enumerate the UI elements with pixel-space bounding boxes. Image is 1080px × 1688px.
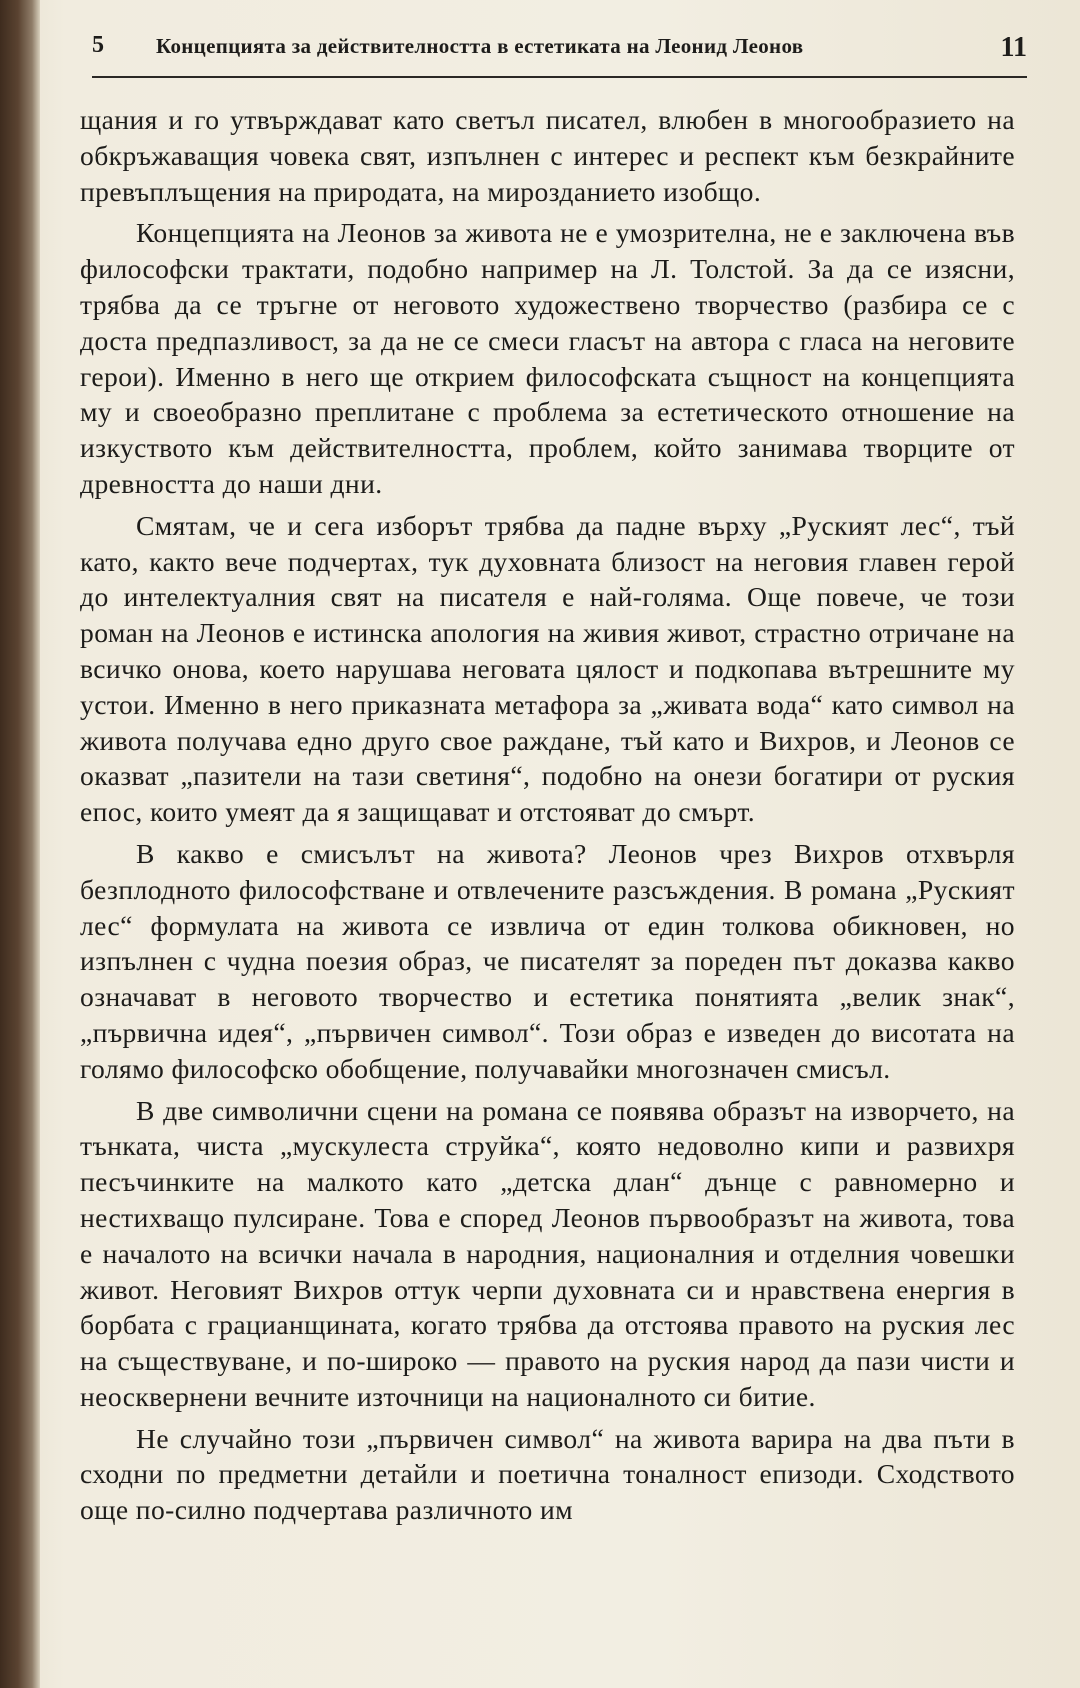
- page-number: 11: [1000, 32, 1027, 63]
- issue-number: 5: [92, 32, 104, 58]
- paragraph: щания и го утвърждават като светъл писател, влюбен в многообразието на обкръжаващия човека свят, изпълнен с интерес и респект към безкрайните превъплъщения на природата, на мирозданието изобщо.: [80, 104, 1015, 207]
- header-rule: [92, 76, 1027, 78]
- paragraph: Смятам, че и сега изборът трябва да падне върху „Руският лес“, тъй като, както вече подчертах, тук духовната близост на неговия главен герой до интелектуалния свят на писателя е най-голяма. Още повече, че този роман на Леонов е истинска апология на живия живот, страстно отричане на всичко онова, което нарушава неговата цялост и подкопава вътрешните му устои. Именно в него приказната метафора за „живата вода“ като символ на живота получава едно друго свое раждане, тъй като и Вихров, и Леонов се оказват „пазители на тази светиня“, подобно на онези богатири от руския епос, които умеят да я защищават и отстояват до смърт.: [80, 509, 1015, 828]
- book-binding-edge: [0, 0, 40, 1688]
- paragraph: В какво е смисълът на живота? Леонов чрез Вихров отхвърля безплодното философстване и отвлечените разсъждения. В романа „Руският лес“ формулата на живота се извлича от един толкова обикновен, но изпълнен с чудна поезия образ, че писателят за пореден път доказва какво означават в неговото творчество и естетика понятията „велик знак“, „първична идея“, „първичен символ“. Този образ е изведен до висотата на голямо философско обобщение, получавайки многозначен смисъл.: [80, 837, 1015, 1084]
- running-title: Концепцията за действителността в естетиката на Леонид Леонов: [156, 34, 804, 58]
- paragraph: Не случайно този „първичен символ“ на живота варира на два пъти в сходни по предметни детайли и поетична тоналност епизоди. Сходството още по-силно подчертава различното им: [80, 1422, 1015, 1526]
- body-text: [80, 102, 1015, 1534]
- paragraph: В две символични сцени на романа се появява образът на изворчето, на тънката, чиста „мускулеста струйка“, която недоволно кипи и развихря песъчинките на малкото като „детска длан“ дънце с равномерно и нестихващо пулсиране. Това е според Леонов първообразът на живота, това е началото на всички начала в народния, националния и отделния човешки живот. Неговият Вихров оттук черпи духовната си и нравствена енергия в борбата с грацианщината, когато трябва да отстоява правото на руския лес на съществуване, и по-широко — правото на руския народ да пази чисти и неосквернени вечните източници на националното си битие.: [80, 1094, 1015, 1412]
- running-header: [92, 28, 1027, 76]
- paragraph: Концепцията на Леонов за живота не е умозрителна, не е заключена във философски трактати, подобно например на Л. Толстой. За да се изясни, трябва да се тръгне от неговото художествено творчество (разбира се с доста предпазливост, за да не се смеси гласът на автора с гласа на неговите герои). Именно в него ще открием философската същност на концепцията му и своеобразно преплитане с проблема за естетическото отношение на изкуството към действителността, проблем, който занимава творците от древността до наши дни.: [80, 217, 1015, 499]
